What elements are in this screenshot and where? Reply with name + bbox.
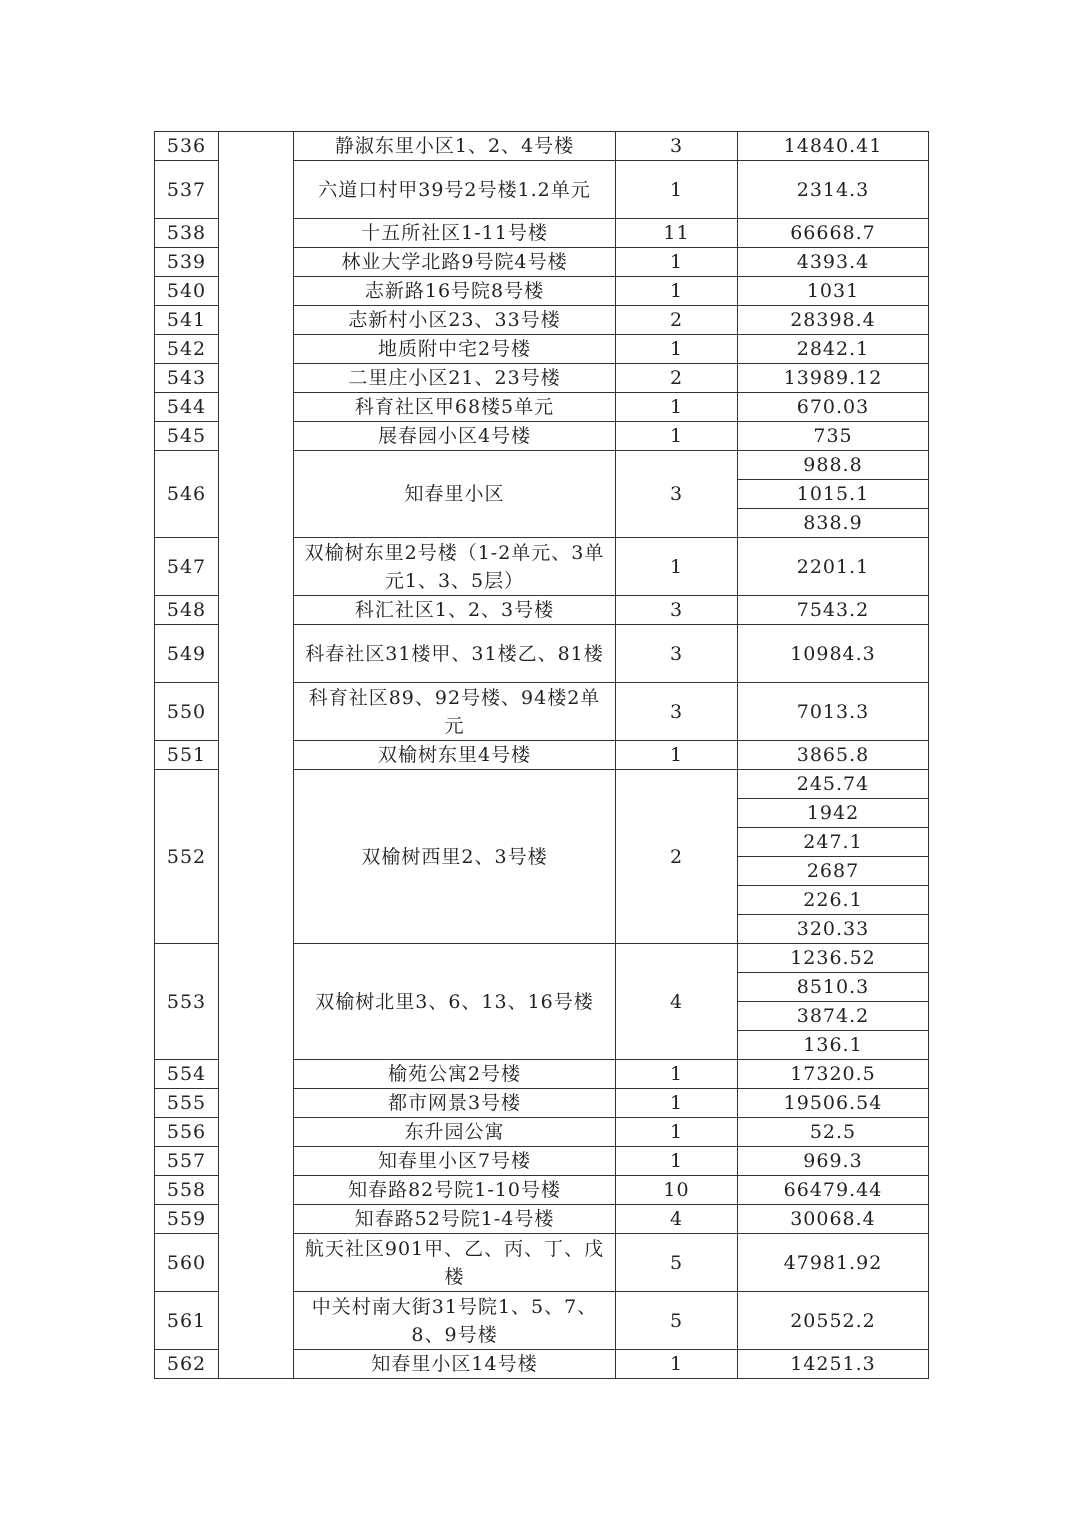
area-cell: 2842.1 [738, 335, 929, 364]
area-cell: 20552.2 [738, 1292, 929, 1350]
area-cell: 247.1 [738, 828, 929, 857]
building-count-cell: 1 [616, 538, 738, 596]
area-cell: 320.33 [738, 915, 929, 944]
area-cell: 969.3 [738, 1147, 929, 1176]
row-number-cell: 561 [155, 1292, 219, 1350]
row-number-cell: 542 [155, 335, 219, 364]
row-number-cell: 540 [155, 277, 219, 306]
area-cell: 14251.3 [738, 1350, 929, 1379]
community-name-cell: 二里庄小区21、23号楼 [294, 364, 616, 393]
area-cell: 19506.54 [738, 1089, 929, 1118]
area-cell: 10984.3 [738, 625, 929, 683]
row-number-cell: 553 [155, 944, 219, 1060]
area-cell: 7013.3 [738, 683, 929, 741]
row-number-cell: 544 [155, 393, 219, 422]
area-cell: 8510.3 [738, 973, 929, 1002]
row-number-cell: 546 [155, 451, 219, 538]
row-number-cell: 541 [155, 306, 219, 335]
area-cell: 7543.2 [738, 596, 929, 625]
area-cell: 52.5 [738, 1118, 929, 1147]
area-cell: 2314.3 [738, 161, 929, 219]
row-number-cell: 551 [155, 741, 219, 770]
area-cell: 988.8 [738, 451, 929, 480]
community-name-cell: 知春路82号院1-10号楼 [294, 1176, 616, 1205]
table-row [155, 132, 929, 161]
building-count-cell: 4 [616, 944, 738, 1060]
community-name-cell: 展春园小区4号楼 [294, 422, 616, 451]
row-number-cell: 552 [155, 770, 219, 944]
building-count-cell: 4 [616, 1205, 738, 1234]
table-body [155, 132, 929, 1379]
building-count-cell: 1 [616, 335, 738, 364]
community-name-cell: 航天社区901甲、乙、丙、丁、戊楼 [294, 1234, 616, 1292]
area-cell: 28398.4 [738, 306, 929, 335]
community-name-cell: 榆苑公寓2号楼 [294, 1060, 616, 1089]
area-cell: 226.1 [738, 886, 929, 915]
building-count-cell: 5 [616, 1292, 738, 1350]
area-cell: 670.03 [738, 393, 929, 422]
building-count-cell: 1 [616, 248, 738, 277]
building-count-cell: 1 [616, 1060, 738, 1089]
area-cell: 17320.5 [738, 1060, 929, 1089]
area-cell: 2201.1 [738, 538, 929, 596]
community-name-cell: 知春路52号院1-4号楼 [294, 1205, 616, 1234]
building-count-cell: 1 [616, 393, 738, 422]
community-name-cell: 科汇社区1、2、3号楼 [294, 596, 616, 625]
community-name-cell: 科春社区31楼甲、31楼乙、81楼 [294, 625, 616, 683]
area-cell: 1031 [738, 277, 929, 306]
row-number-cell: 545 [155, 422, 219, 451]
community-name-cell: 林业大学北路9号院4号楼 [294, 248, 616, 277]
area-cell: 1236.52 [738, 944, 929, 973]
area-cell: 3874.2 [738, 1002, 929, 1031]
row-number-cell: 562 [155, 1350, 219, 1379]
community-name-cell: 六道口村甲39号2号楼1.2单元 [294, 161, 616, 219]
building-count-cell: 1 [616, 1089, 738, 1118]
row-number-cell: 548 [155, 596, 219, 625]
row-number-cell: 558 [155, 1176, 219, 1205]
community-name-cell: 都市网景3号楼 [294, 1089, 616, 1118]
community-name-cell: 科育社区甲68楼5单元 [294, 393, 616, 422]
community-name-cell: 知春里小区7号楼 [294, 1147, 616, 1176]
community-name-cell: 双榆树东里4号楼 [294, 741, 616, 770]
building-count-cell: 11 [616, 219, 738, 248]
building-count-cell: 2 [616, 770, 738, 944]
row-number-cell: 555 [155, 1089, 219, 1118]
community-name-cell: 志新村小区23、33号楼 [294, 306, 616, 335]
row-number-cell: 560 [155, 1234, 219, 1292]
area-cell: 735 [738, 422, 929, 451]
building-count-cell: 1 [616, 741, 738, 770]
building-count-cell: 1 [616, 161, 738, 219]
blank-category-cell [219, 132, 294, 1379]
row-number-cell: 536 [155, 132, 219, 161]
community-name-cell: 知春里小区 [294, 451, 616, 538]
community-name-cell: 东升园公寓 [294, 1118, 616, 1147]
building-count-cell: 1 [616, 1350, 738, 1379]
community-name-cell: 知春里小区14号楼 [294, 1350, 616, 1379]
area-cell: 30068.4 [738, 1205, 929, 1234]
building-count-cell: 2 [616, 306, 738, 335]
community-building-table [154, 131, 929, 1379]
community-name-cell: 静淑东里小区1、2、4号楼 [294, 132, 616, 161]
area-cell: 66479.44 [738, 1176, 929, 1205]
building-count-cell: 3 [616, 596, 738, 625]
building-count-cell: 2 [616, 364, 738, 393]
community-name-cell: 中关村南大街31号院1、5、7、8、9号楼 [294, 1292, 616, 1350]
building-count-cell: 3 [616, 625, 738, 683]
area-cell: 1942 [738, 799, 929, 828]
community-name-cell: 地质附中宅2号楼 [294, 335, 616, 364]
row-number-cell: 550 [155, 683, 219, 741]
area-cell: 3865.8 [738, 741, 929, 770]
building-count-cell: 5 [616, 1234, 738, 1292]
area-cell: 245.74 [738, 770, 929, 799]
community-name-cell: 双榆树西里2、3号楼 [294, 770, 616, 944]
area-cell: 14840.41 [738, 132, 929, 161]
building-count-cell: 1 [616, 1118, 738, 1147]
area-cell: 47981.92 [738, 1234, 929, 1292]
building-count-cell: 3 [616, 132, 738, 161]
row-number-cell: 538 [155, 219, 219, 248]
building-count-cell: 1 [616, 1147, 738, 1176]
building-count-cell: 3 [616, 683, 738, 741]
area-cell: 4393.4 [738, 248, 929, 277]
area-cell: 13989.12 [738, 364, 929, 393]
row-number-cell: 549 [155, 625, 219, 683]
community-name-cell: 志新路16号院8号楼 [294, 277, 616, 306]
row-number-cell: 539 [155, 248, 219, 277]
community-name-cell: 双榆树北里3、6、13、16号楼 [294, 944, 616, 1060]
community-name-cell: 十五所社区1-11号楼 [294, 219, 616, 248]
building-count-cell: 3 [616, 451, 738, 538]
row-number-cell: 554 [155, 1060, 219, 1089]
area-cell: 136.1 [738, 1031, 929, 1060]
row-number-cell: 557 [155, 1147, 219, 1176]
area-cell: 838.9 [738, 509, 929, 538]
community-name-cell: 科育社区89、92号楼、94楼2单元 [294, 683, 616, 741]
building-count-cell: 1 [616, 422, 738, 451]
row-number-cell: 559 [155, 1205, 219, 1234]
area-cell: 2687 [738, 857, 929, 886]
row-number-cell: 537 [155, 161, 219, 219]
area-cell: 1015.1 [738, 480, 929, 509]
building-count-cell: 1 [616, 277, 738, 306]
area-cell: 66668.7 [738, 219, 929, 248]
row-number-cell: 543 [155, 364, 219, 393]
building-count-cell: 10 [616, 1176, 738, 1205]
row-number-cell: 556 [155, 1118, 219, 1147]
community-name-cell: 双榆树东里2号楼（1-2单元、3单元1、3、5层） [294, 538, 616, 596]
row-number-cell: 547 [155, 538, 219, 596]
